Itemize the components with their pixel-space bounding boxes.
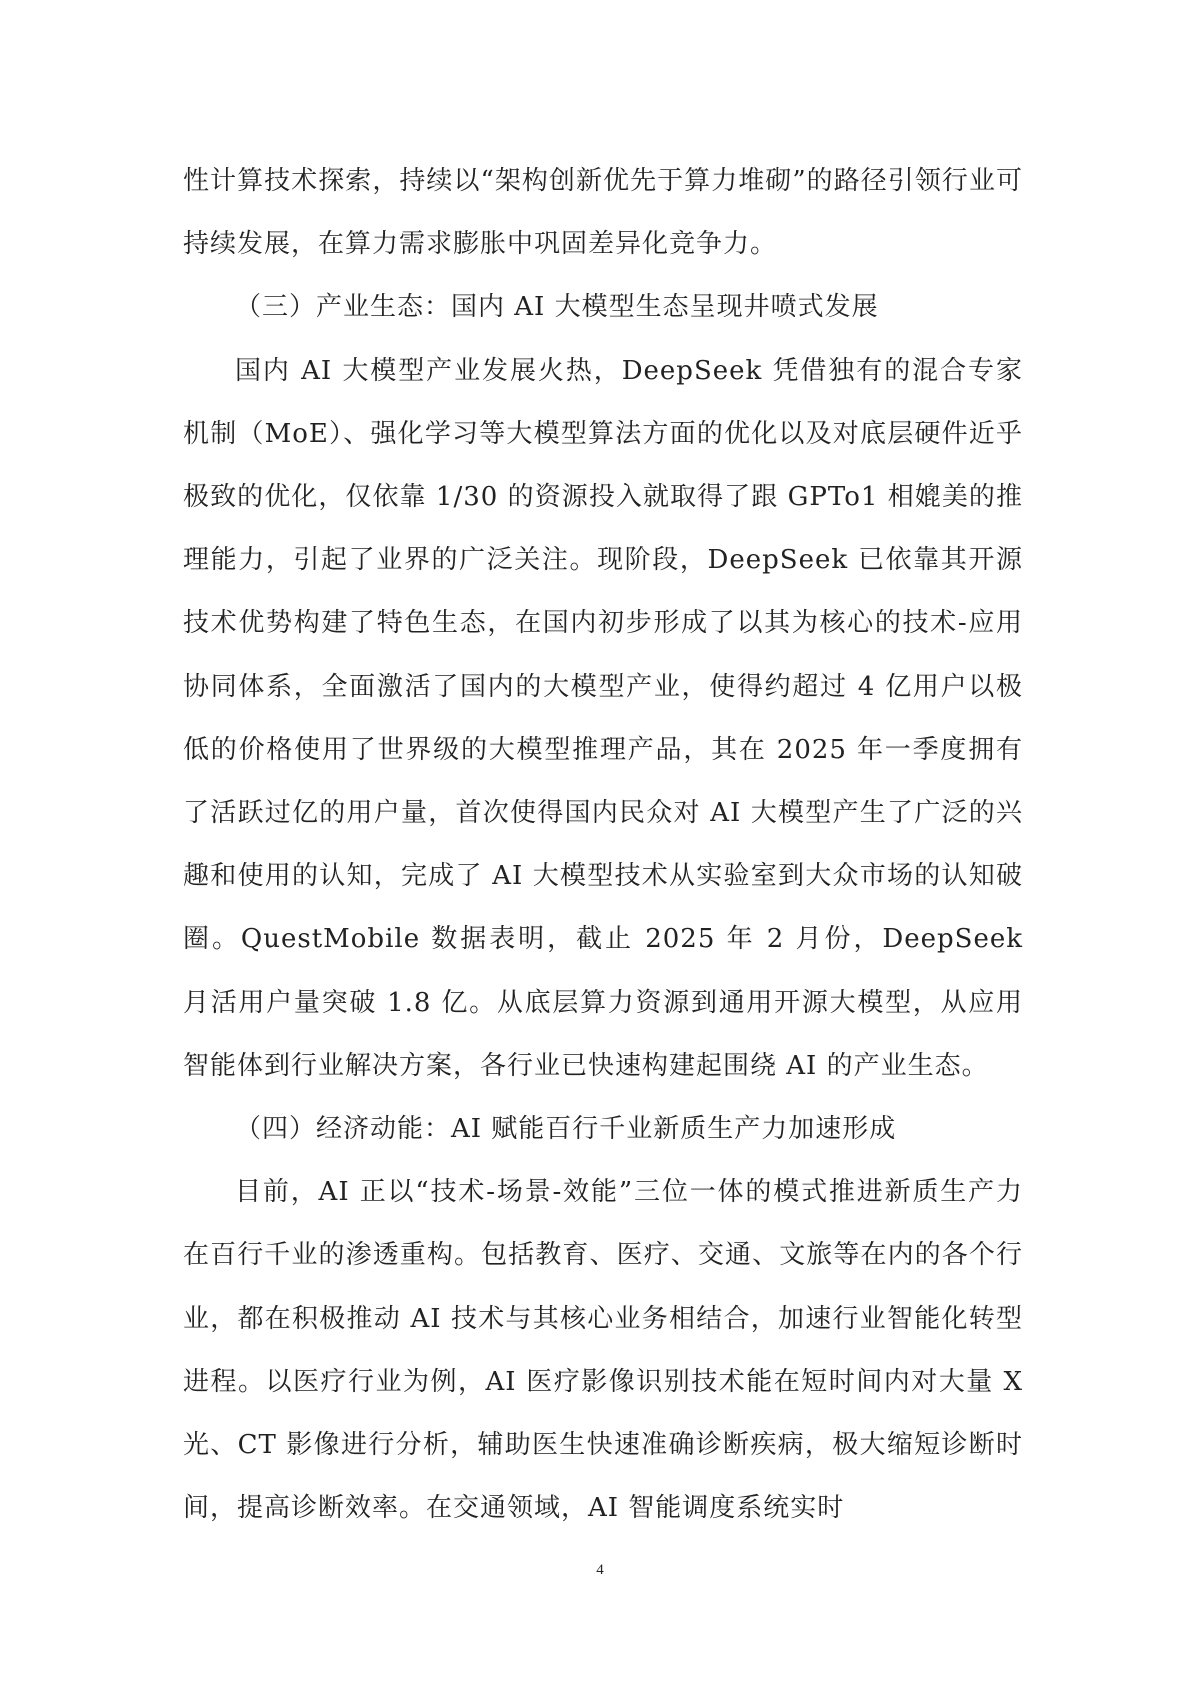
section-heading-economic-momentum: （四）经济动能：AI 赋能百行千业新质生产力加速形成	[235, 1114, 897, 1145]
body-text	[183, 150, 1023, 1540]
paragraph-economic-momentum: 目前，AI 正以“技术-场景-效能”三位一体的模式推进新质生产力在百行千业的渗透重构。包括教育、医疗、交通、文旅等在内的各个行业，都在积极推动 AI 技术与其核心业务相结合，加速行业智能化转型进程。以医疗行业为例，AI 医疗影像识别技术能在短时间内对大量 X 光、CT 影像进行分析，辅助医生快速准确诊断疾病，极大缩短诊断时间，提高诊断效率。在交通领域，AI 智能调度系统实时	[183, 1177, 1023, 1524]
paragraph-continued: 性计算技术探索，持续以“架构创新优先于算力堆砌”的路径引领行业可持续发展，在算力需求膨胀中巩固差异化竞争力。	[183, 166, 1023, 260]
paragraph-industry-ecosystem: 国内 AI 大模型产业发展火热，DeepSeek 凭借独有的混合专家机制（MoE）、强化学习等大模型算法方面的优化以及对底层硬件近乎极致的优化，仅依靠 1/30 的资源投入就取得了跟 GPTo1 相媲美的推理能力，引起了业界的广泛关注。现阶段，DeepSeek 已依靠其开源技术优势构建了特色生态，在国内初步形成了以其为核心的技术-应用协同体系，全面激活了国内的大模型产业，使得约超过 4 亿用户以极低的价格使用了世界级的大模型推理产品，其在 2025 年一季度拥有了活跃过亿的用户量，首次使得国内民众对 AI 大模型产生了广泛的兴趣和使用的认知，完成了 AI 大模型技术从实验室到大众市场的认知破圈。QuestMobile 数据表明，截止 2025 年 2 月份，DeepSeek 月活用户量突破 1.8 亿。从底层算力资源到通用开源大模型，从应用智能体到行业解决方案，各行业已快速构建起围绕 AI 的产业生态。	[183, 355, 1023, 1081]
page-number: 4	[596, 1562, 604, 1578]
section-heading-industry-ecosystem: （三）产业生态：国内 AI 大模型生态呈现井喷式发展	[235, 292, 879, 323]
